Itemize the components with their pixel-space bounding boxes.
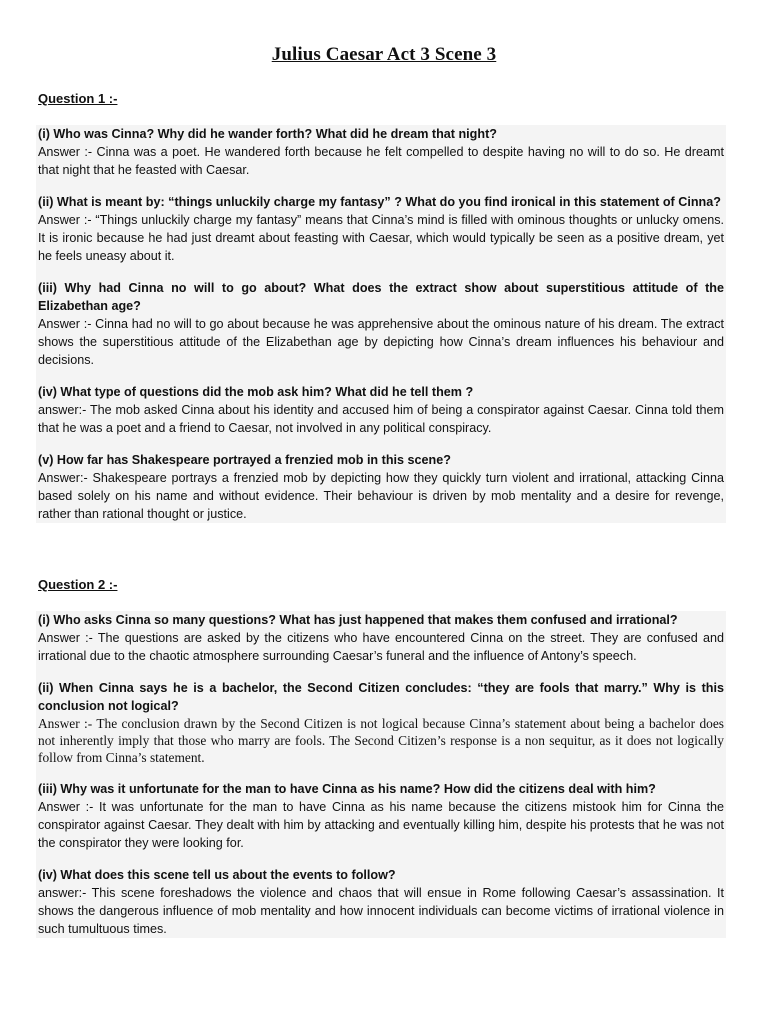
question-2-block — [36, 611, 726, 938]
question-text: (i) Who was Cinna? Why did he wander forth? What did he dream that night? — [38, 127, 497, 141]
question-text: (iii) Why had Cinna no will to go about? What does the extract show about superstitious attitude of the Elizabethan age? — [38, 281, 724, 313]
qa-item — [36, 866, 726, 938]
answer-text: answer:- The mob asked Cinna about his identity and accused him of being a conspirator against Caesar. Cinna told them that he was a poet and a friend to Caesar, not involved in any political conspiracy. — [38, 403, 724, 435]
question-text: (v) How far has Shakespeare portrayed a frenzied mob in this scene? — [38, 453, 451, 467]
question-text: (i) Who asks Cinna so many questions? What has just happened that makes them confused and irrational? — [38, 613, 678, 627]
question-1-heading: Question 1 :- — [38, 91, 118, 106]
question-text: (iv) What does this scene tell us about the events to follow? — [38, 868, 396, 882]
question-text: (ii) When Cinna says he is a bachelor, the Second Citizen concludes: “they are fools that marry.” Why is this conclusion not logical? — [38, 681, 724, 713]
qa-item — [36, 125, 726, 179]
answer-text: Answer :- Cinna was a poet. He wandered forth because he felt compelled to despite having no will to do so. He dreamt that night that he feasted with Caesar. — [38, 145, 724, 177]
qa-item — [36, 193, 726, 265]
answer-text: Answer :- The conclusion drawn by the Second Citizen is not logical because Cinna’s statement about being a bachelor does not inherently imply that those who marry are fools. The Second Citizen’s response is a non sequitur, as it does not logically follow from Cinna’s statement. — [38, 716, 724, 765]
qa-item — [36, 279, 726, 369]
qa-item — [36, 383, 726, 437]
answer-text: Answer :- Cinna had no will to go about because he was apprehensive about the ominous nature of his dream. The extract shows the superstitious attitude of the Elizabethan age by depicting how Cinna’s dream influences his behaviour and decisions. — [38, 317, 724, 367]
page-title: Julius Caesar Act 3 Scene 3 — [271, 44, 497, 65]
question-text: (iv) What type of questions did the mob ask him? What did he tell them ? — [38, 385, 474, 399]
qa-item — [36, 780, 726, 852]
qa-item — [36, 679, 726, 766]
question-2-heading: Question 2 :- — [38, 577, 118, 592]
answer-text: Answer :- It was unfortunate for the man to have Cinna as his name because the citizens mistook him for Cinna the conspirator against Caesar. They dealt with him by attacking and eventually killing him, despite his protests that he was not the conspirator they were looking for. — [38, 800, 724, 850]
question-1-block — [36, 125, 726, 523]
answer-text: answer:- This scene foreshadows the violence and chaos that will ensue in Rome following Caesar’s assassination. It shows the dangerous influence of mob mentality and how innocent individuals can become victims of irrational violence in such tumultuous times. — [38, 886, 724, 936]
answer-text: Answer:- Shakespeare portrays a frenzied mob by depicting how they quickly turn violent and irrational, attacking Cinna based solely on his name and without evidence. Their behaviour is driven by mob mentality and a desire for revenge, rather than rational thought or justice. — [38, 471, 724, 521]
qa-item — [36, 611, 726, 665]
answer-text: Answer :- The questions are asked by the citizens who have encountered Cinna on the street. They are confused and irrational due to the chaotic atmosphere surrounding Caesar’s funeral and the influence of Antony’s speech. — [38, 631, 724, 663]
question-text: (ii) What is meant by: “things unluckily charge my fantasy” ? What do you find ironical in this statement of Cinna? — [38, 195, 721, 209]
qa-item — [36, 451, 726, 523]
answer-text: Answer :- “Things unluckily charge my fantasy” means that Cinna’s mind is filled with ominous thoughts or unlucky omens. It is ironic because he had just dreamt about feasting with Caesar, which would typically be seen as a positive dream, yet he feels uneasy about it. — [38, 213, 724, 263]
question-text: (iii) Why was it unfortunate for the man to have Cinna as his name? How did the citizens deal with him? — [38, 782, 656, 796]
